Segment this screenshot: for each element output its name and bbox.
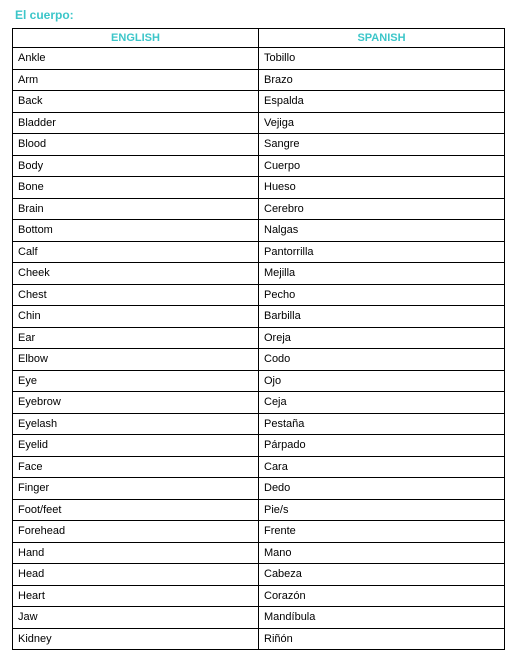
table-row [13, 327, 505, 349]
spanish-word-cell: Mano [259, 542, 505, 564]
english-word-cell: Ear [13, 327, 259, 349]
table-row [13, 198, 505, 220]
table-row [13, 69, 505, 91]
spanish-word-cell: Frente [259, 521, 505, 543]
spanish-word-cell: Cerebro [259, 198, 505, 220]
table-row [13, 478, 505, 500]
english-word-cell: Cheek [13, 263, 259, 285]
column-header-english: ENGLISH [13, 29, 259, 48]
table-row [13, 435, 505, 457]
table-row [13, 456, 505, 478]
page-title: El cuerpo: [15, 8, 74, 22]
spanish-word-cell: Vejiga [259, 112, 505, 134]
spanish-word-cell: Pie/s [259, 499, 505, 521]
english-word-cell: Chest [13, 284, 259, 306]
english-word-cell: Jaw [13, 607, 259, 629]
english-word-cell: Heart [13, 585, 259, 607]
english-word-cell: Arm [13, 69, 259, 91]
spanish-word-cell: Pestaña [259, 413, 505, 435]
vocabulary-table [12, 28, 505, 650]
table-row [13, 48, 505, 70]
english-word-cell: Chin [13, 306, 259, 328]
english-word-cell: Eye [13, 370, 259, 392]
table-row [13, 241, 505, 263]
table-row [13, 306, 505, 328]
spanish-word-cell: Cara [259, 456, 505, 478]
table-row [13, 564, 505, 586]
english-word-cell: Kidney [13, 628, 259, 650]
table-row [13, 521, 505, 543]
table-row [13, 112, 505, 134]
table-row [13, 349, 505, 371]
spanish-word-cell: Nalgas [259, 220, 505, 242]
spanish-word-cell: Sangre [259, 134, 505, 156]
table-row [13, 91, 505, 113]
table-row [13, 220, 505, 242]
english-word-cell: Eyelid [13, 435, 259, 457]
spanish-word-cell: Cuerpo [259, 155, 505, 177]
table-row [13, 499, 505, 521]
table-row [13, 155, 505, 177]
spanish-word-cell: Barbilla [259, 306, 505, 328]
table-row [13, 542, 505, 564]
english-word-cell: Elbow [13, 349, 259, 371]
spanish-word-cell: Hueso [259, 177, 505, 199]
english-word-cell: Face [13, 456, 259, 478]
spanish-word-cell: Cabeza [259, 564, 505, 586]
table-row [13, 585, 505, 607]
column-header-spanish: SPANISH [259, 29, 505, 48]
english-word-cell: Hand [13, 542, 259, 564]
english-word-cell: Back [13, 91, 259, 113]
english-word-cell: Brain [13, 198, 259, 220]
table-header-row [13, 29, 505, 48]
spanish-word-cell: Mejilla [259, 263, 505, 285]
table-row [13, 607, 505, 629]
spanish-word-cell: Riñón [259, 628, 505, 650]
english-word-cell: Finger [13, 478, 259, 500]
table-row [13, 284, 505, 306]
table-row [13, 370, 505, 392]
english-word-cell: Calf [13, 241, 259, 263]
english-word-cell: Eyelash [13, 413, 259, 435]
spanish-word-cell: Brazo [259, 69, 505, 91]
spanish-word-cell: Pantorrilla [259, 241, 505, 263]
english-word-cell: Bottom [13, 220, 259, 242]
english-word-cell: Bladder [13, 112, 259, 134]
table-row [13, 263, 505, 285]
table-row [13, 392, 505, 414]
spanish-word-cell: Codo [259, 349, 505, 371]
english-word-cell: Body [13, 155, 259, 177]
spanish-word-cell: Dedo [259, 478, 505, 500]
table-row [13, 628, 505, 650]
english-word-cell: Head [13, 564, 259, 586]
table-row [13, 134, 505, 156]
english-word-cell: Foot/feet [13, 499, 259, 521]
spanish-word-cell: Espalda [259, 91, 505, 113]
spanish-word-cell: Oreja [259, 327, 505, 349]
english-word-cell: Forehead [13, 521, 259, 543]
spanish-word-cell: Pecho [259, 284, 505, 306]
spanish-word-cell: Corazón [259, 585, 505, 607]
spanish-word-cell: Párpado [259, 435, 505, 457]
english-word-cell: Eyebrow [13, 392, 259, 414]
table-row [13, 177, 505, 199]
spanish-word-cell: Ojo [259, 370, 505, 392]
spanish-word-cell: Ceja [259, 392, 505, 414]
english-word-cell: Blood [13, 134, 259, 156]
english-word-cell: Ankle [13, 48, 259, 70]
spanish-word-cell: Tobillo [259, 48, 505, 70]
english-word-cell: Bone [13, 177, 259, 199]
table-row [13, 413, 505, 435]
spanish-word-cell: Mandíbula [259, 607, 505, 629]
